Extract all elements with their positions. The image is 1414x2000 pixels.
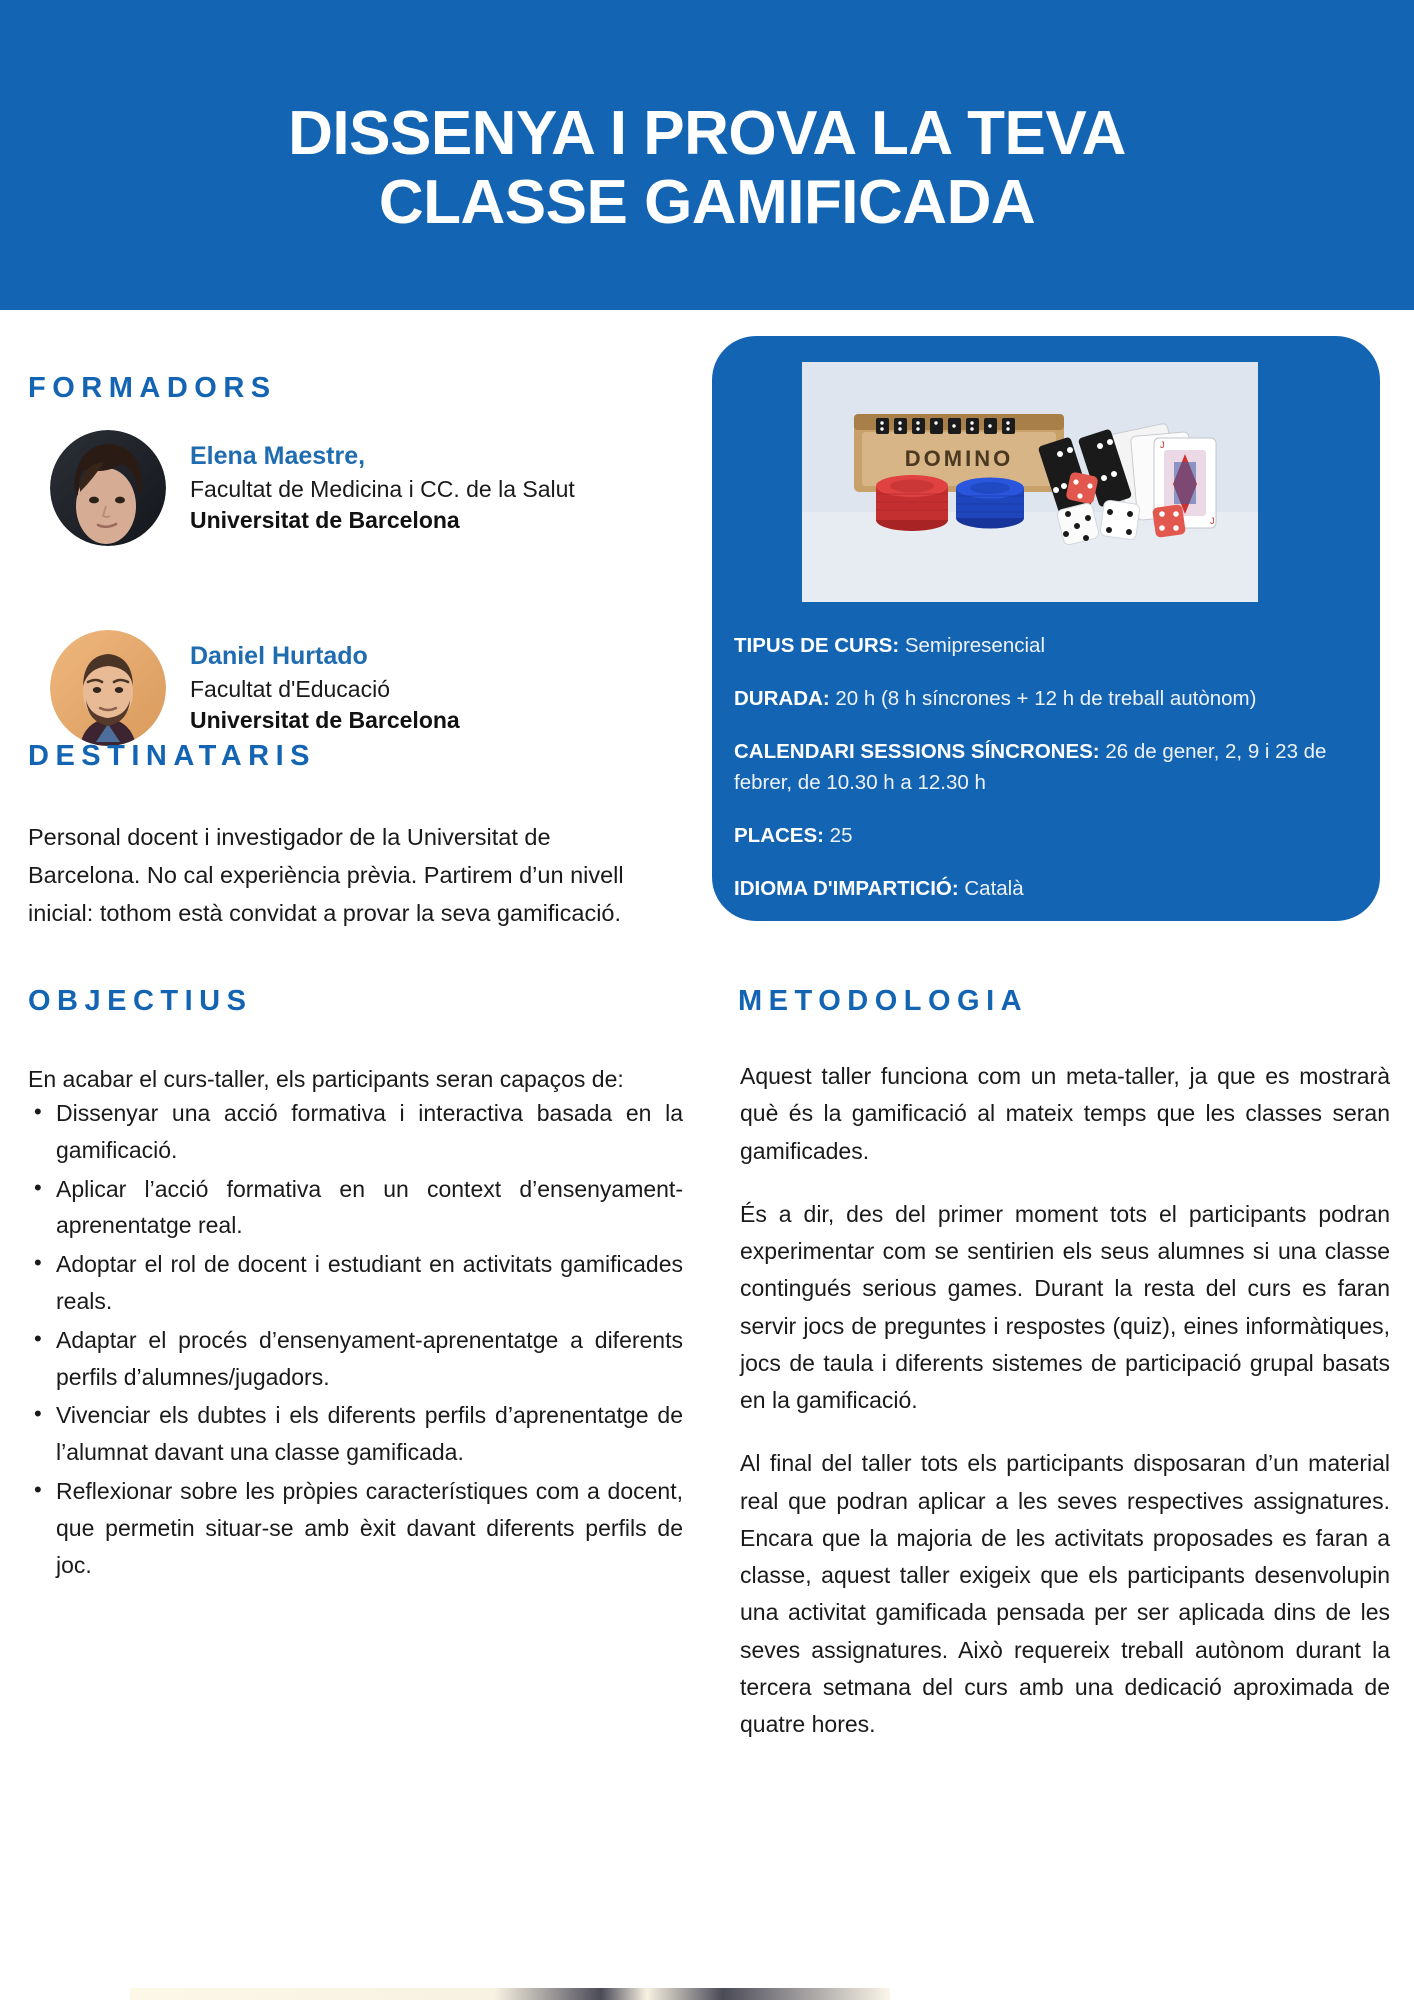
svg-text:J: J xyxy=(1160,440,1165,450)
list-item: • Reflexionar sobre les pròpies característiques com a docent, que permetin situar-se amb èxit davant diferents perfils de joc. xyxy=(28,1473,683,1583)
metodologia-paragraph: Aquest taller funciona com un meta-taller, ja que es mostrarà què és la gamificació al mateix temps que les classes seran gamificades. xyxy=(740,1063,1390,1164)
trainer-university: Universitat de Barcelona xyxy=(190,706,460,733)
footer-decorative-strip xyxy=(130,1988,890,2000)
section-heading-metodologia: METODOLOGIA xyxy=(738,985,1029,1017)
board-games-photo xyxy=(802,362,1258,602)
svg-text:DOMINO: DOMINO xyxy=(904,446,1014,471)
trainer-faculty: Facultat d'Educació xyxy=(190,675,391,702)
page-title-line-2: CLASSE GAMIFICADA xyxy=(378,168,1036,237)
detail-calendari-sessions-sincrones xyxy=(734,736,1354,800)
course-details-list xyxy=(734,630,1354,926)
section-heading-destinataris: DESTINATARIS xyxy=(28,740,316,772)
trainer-card-daniel-hurtado xyxy=(50,630,460,746)
list-item: • Dissenyar una acció formativa i interactiva basada en la gamificació. xyxy=(28,1095,683,1169)
detail-value: 26 de gener, 2, 9 i 23 de febrer, de 10.30 h a 12.30 h xyxy=(734,739,1327,795)
detail-label: CALENDARI SESSIONS SÍNCRONES: xyxy=(734,739,1100,763)
section-heading-objectius: OBJECTIUS xyxy=(28,985,253,1017)
page-body xyxy=(0,310,1414,2000)
avatar-elena-maestre xyxy=(50,430,166,546)
detail-value: 20 h (8 h síncrones + 12 h de treball autònom) xyxy=(829,686,1257,710)
detail-label: IDIOMA D'IMPARTICIÓ: xyxy=(734,876,959,900)
objectius-list xyxy=(28,1095,683,1585)
detail-idioma-imparticio xyxy=(734,873,1354,905)
trainer-faculty: Facultat de Medicina i CC. de la Salut xyxy=(190,475,575,502)
detail-value: Català xyxy=(958,876,1024,900)
trainer-info-daniel-hurtado xyxy=(190,640,460,735)
list-item: • Aplicar l’acció formativa en un context d’ensenyament-aprenentatge real. xyxy=(28,1171,683,1245)
page-title-line-1: DISSENYA I PROVA LA TEVA xyxy=(288,98,1126,168)
detail-label: PLACES: xyxy=(734,824,824,848)
trainer-university: Universitat de Barcelona xyxy=(190,506,460,533)
list-item: • Adoptar el rol de docent i estudiant en activitats gamificades reals. xyxy=(28,1246,683,1320)
metodologia-paragraph: És a dir, des del primer moment tots el participants podran experimentar com se sentirien els seus alumnes si una classe contingués serious games. Durant la resta del curs es faran servir jocs de preguntes i respostes (quiz), eines informàtiques, jocs de taula i diferents sistemes de participació grupal basats en la gamificació. xyxy=(740,1200,1390,1413)
destinataris-body-text: Personal docent i investigador de la Universitat de Barcelona. No cal experiència prèvia. Partirem d’un nivell inicial: tothom està convidat a provar la seva gamificació. xyxy=(28,824,624,927)
detail-label: DURADA: xyxy=(734,686,830,710)
svg-text:J: J xyxy=(1210,516,1215,526)
detail-label: TIPUS DE CURS: xyxy=(734,634,900,657)
trainer-card-elena-maestre xyxy=(50,430,575,546)
trainer-name: Daniel Hurtado xyxy=(190,642,368,671)
metodologia-body xyxy=(740,1058,1390,1769)
list-item: • Adaptar el procés d’ensenyament-aprenentatge a diferents perfils d’alumnes/jugadors. xyxy=(28,1322,683,1396)
detail-value: 25 xyxy=(823,824,853,848)
section-heading-formadors: FORMADORS xyxy=(28,372,277,404)
detail-durada xyxy=(734,683,1354,715)
objectius-intro-text: En acabar el curs-taller, els participants seran capaços de: xyxy=(28,1066,624,1092)
course-info-card xyxy=(712,336,1380,921)
trainer-info-elena-maestre xyxy=(190,440,575,535)
list-item: • Vivenciar els dubtes i els diferents perfils d’aprenentatge de l’alumnat davant una classe gamificada. xyxy=(28,1397,683,1471)
metodologia-paragraph: Al final del taller tots els participants disposaran d’un material real que podran aplicar a les seves respectives assignatures. Encara que la majoria de les activitats proposades es faran a classe, aquest taller exigeix que els participants desenvolupin una activitat gamificada pensada per ser aplicada dins de les seves assignatures. Això requereix treball autònom durant la tercera setmana del curs amb una dedicació aproximada de quatre hores. xyxy=(740,1450,1390,1737)
detail-places xyxy=(734,820,1354,852)
avatar-daniel-hurtado xyxy=(50,630,166,746)
detail-value: Semipresencial xyxy=(899,634,1045,657)
detail-tipus-de-curs xyxy=(734,630,1354,662)
header-banner xyxy=(0,0,1414,310)
trainer-name: Elena Maestre, xyxy=(190,442,366,471)
page-title xyxy=(167,73,1247,238)
